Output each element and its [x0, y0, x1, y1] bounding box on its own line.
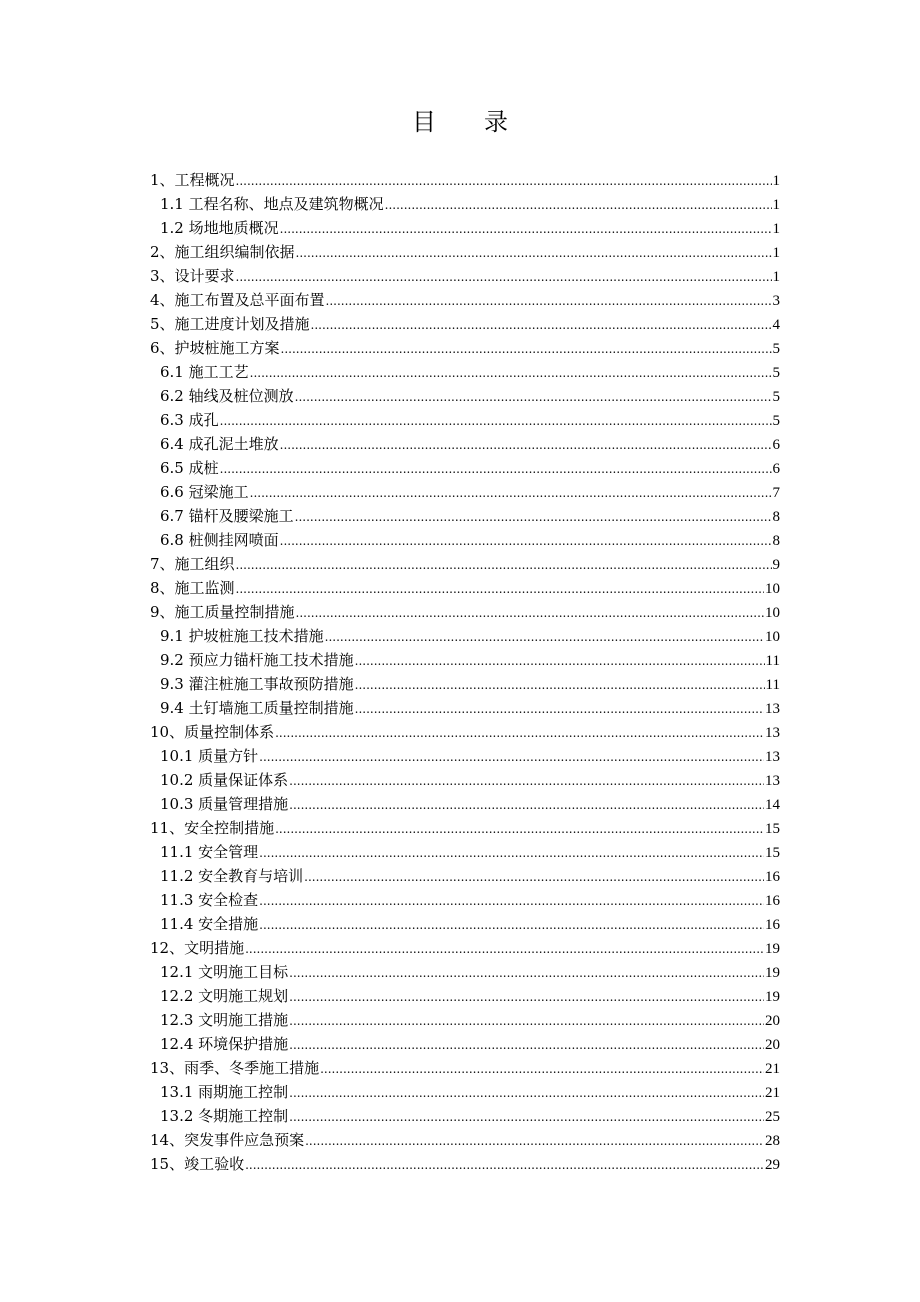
toc-entry[interactable] [150, 1008, 780, 1032]
toc-entry-page-number: 7 [772, 485, 780, 501]
toc-entry-label: 10.1 质量方针 [160, 747, 259, 765]
toc-dot-leader [355, 649, 765, 673]
toc-entry[interactable] [150, 984, 780, 1008]
toc-entry[interactable] [150, 312, 780, 336]
toc-entry-page-number: 10 [765, 629, 780, 645]
toc-entry-label: 13、雨季、冬季施工措施 [150, 1059, 320, 1077]
toc-entry-page-number: 13 [765, 725, 780, 741]
toc-entry[interactable] [150, 576, 780, 600]
toc-entry[interactable] [150, 792, 780, 816]
toc-dot-leader [281, 337, 772, 361]
toc-entry-label: 1.2 场地地质概况 [160, 219, 279, 237]
toc-entry[interactable] [150, 216, 780, 240]
toc-entry[interactable] [150, 552, 780, 576]
title-char-2: 录 [484, 108, 508, 136]
toc-entry-page-number: 20 [765, 1013, 780, 1029]
toc-entry[interactable] [150, 912, 780, 936]
toc-entry[interactable] [150, 1032, 780, 1056]
toc-entry-label: 8、施工监测 [150, 579, 235, 597]
table-of-contents [150, 168, 780, 1176]
toc-entry-page-number: 19 [765, 965, 780, 981]
toc-dot-leader [385, 193, 772, 217]
toc-entry-page-number: 15 [765, 845, 780, 861]
toc-entry[interactable] [150, 960, 780, 984]
toc-dot-leader [236, 169, 772, 193]
toc-dot-leader [275, 721, 764, 745]
toc-entry[interactable] [150, 624, 780, 648]
toc-entry-label: 6.3 成孔 [160, 411, 219, 429]
toc-entry[interactable] [150, 288, 780, 312]
toc-dot-leader [289, 1033, 764, 1057]
toc-entry[interactable] [150, 1128, 780, 1152]
toc-entry-label: 6.2 轴线及桩位测放 [160, 387, 294, 405]
toc-entry-label: 6、护坡桩施工方案 [150, 339, 280, 357]
toc-dot-leader [236, 577, 764, 601]
toc-entry-page-number: 1 [772, 245, 780, 261]
toc-entry-label: 6.7 锚杆及腰梁施工 [160, 507, 294, 525]
toc-entry[interactable] [150, 408, 780, 432]
toc-entry[interactable] [150, 192, 780, 216]
toc-dot-leader [305, 1129, 764, 1153]
toc-entry-page-number: 11 [765, 653, 780, 669]
toc-entry[interactable] [150, 744, 780, 768]
toc-dot-leader [355, 697, 764, 721]
toc-dot-leader [220, 457, 772, 481]
page-title [0, 104, 920, 140]
toc-entry-page-number: 5 [772, 341, 780, 357]
toc-dot-leader [250, 361, 772, 385]
toc-entry-page-number: 10 [765, 605, 780, 621]
toc-entry-label: 12.2 文明施工规划 [160, 987, 289, 1005]
toc-entry-label: 10.2 质量保证体系 [160, 771, 289, 789]
toc-dot-leader [296, 601, 764, 625]
toc-entry[interactable] [150, 1080, 780, 1104]
toc-entry-label: 12、文明措施 [150, 939, 245, 957]
toc-entry-page-number: 21 [765, 1061, 780, 1077]
toc-entry-page-number: 9 [772, 557, 780, 573]
toc-dot-leader [289, 1081, 764, 1105]
toc-entry-page-number: 1 [772, 221, 780, 237]
toc-entry[interactable] [150, 936, 780, 960]
toc-entry-label: 9、施工质量控制措施 [150, 603, 295, 621]
toc-entry[interactable] [150, 360, 780, 384]
toc-entry-label: 2、施工组织编制依据 [150, 243, 295, 261]
toc-entry[interactable] [150, 720, 780, 744]
toc-entry-label: 6.6 冠梁施工 [160, 483, 249, 501]
toc-entry-page-number: 13 [765, 749, 780, 765]
toc-entry[interactable] [150, 240, 780, 264]
toc-entry-label: 1、工程概况 [150, 171, 235, 189]
toc-entry-page-number: 5 [772, 365, 780, 381]
toc-dot-leader [280, 217, 772, 241]
toc-dot-leader [236, 265, 772, 289]
toc-entry-page-number: 8 [772, 509, 780, 525]
toc-dot-leader [295, 385, 772, 409]
toc-entry[interactable] [150, 888, 780, 912]
toc-entry[interactable] [150, 504, 780, 528]
toc-entry-page-number: 8 [772, 533, 780, 549]
toc-entry-label: 1.1 工程名称、地点及建筑物概况 [160, 195, 384, 213]
toc-entry[interactable] [150, 600, 780, 624]
toc-dot-leader [259, 913, 764, 937]
toc-entry-page-number: 16 [765, 893, 780, 909]
toc-entry[interactable] [150, 768, 780, 792]
toc-entry[interactable] [150, 456, 780, 480]
toc-entry-page-number: 6 [772, 461, 780, 477]
toc-entry-page-number: 16 [765, 869, 780, 885]
toc-entry-label: 14、突发事件应急预案 [150, 1131, 305, 1149]
toc-dot-leader [245, 1153, 764, 1177]
toc-entry-label: 13.2 冬期施工控制 [160, 1107, 289, 1125]
toc-dot-leader [236, 553, 772, 577]
toc-entry[interactable] [150, 480, 780, 504]
toc-entry-label: 6.8 桩侧挂网喷面 [160, 531, 279, 549]
toc-dot-leader [289, 769, 764, 793]
toc-entry-label: 10.3 质量管理措施 [160, 795, 289, 813]
toc-entry-page-number: 1 [772, 269, 780, 285]
toc-entry-label: 12.1 文明施工目标 [160, 963, 289, 981]
toc-entry-label: 9.2 预应力锚杆施工技术措施 [160, 651, 354, 669]
toc-entry-label: 9.1 护坡桩施工技术措施 [160, 627, 324, 645]
toc-dot-leader [289, 961, 764, 985]
toc-dot-leader [295, 505, 772, 529]
toc-dot-leader [355, 673, 765, 697]
toc-entry-label: 12.3 文明施工措施 [160, 1011, 289, 1029]
toc-entry[interactable] [150, 672, 780, 696]
toc-dot-leader [259, 841, 764, 865]
toc-entry-label: 11.2 安全教育与培训 [160, 867, 304, 885]
toc-entry[interactable] [150, 696, 780, 720]
toc-entry-label: 6.4 成孔泥土堆放 [160, 435, 279, 453]
toc-entry[interactable] [150, 816, 780, 840]
toc-entry[interactable] [150, 1152, 780, 1176]
toc-entry[interactable] [150, 384, 780, 408]
toc-entry-page-number: 14 [765, 797, 780, 813]
toc-dot-leader [275, 817, 764, 841]
toc-dot-leader [289, 985, 764, 1009]
toc-entry-label: 12.4 环境保护措施 [160, 1035, 289, 1053]
toc-entry-page-number: 5 [772, 389, 780, 405]
toc-dot-leader [325, 625, 764, 649]
toc-entry-label: 9.4 土钉墙施工质量控制措施 [160, 699, 354, 717]
toc-entry-page-number: 11 [765, 677, 780, 693]
toc-entry-label: 11.4 安全措施 [160, 915, 259, 933]
toc-entry[interactable] [150, 528, 780, 552]
toc-dot-leader [245, 937, 764, 961]
toc-dot-leader [304, 865, 764, 889]
toc-entry-label: 3、设计要求 [150, 267, 235, 285]
toc-dot-leader [289, 1009, 764, 1033]
toc-entry-label: 13.1 雨期施工控制 [160, 1083, 289, 1101]
toc-entry-page-number: 28 [765, 1133, 780, 1149]
toc-dot-leader [259, 889, 764, 913]
toc-entry-page-number: 29 [765, 1157, 780, 1173]
toc-dot-leader [259, 745, 764, 769]
toc-dot-leader [320, 1057, 764, 1081]
toc-dot-leader [250, 481, 772, 505]
toc-dot-leader [289, 793, 764, 817]
toc-entry-page-number: 4 [772, 317, 780, 333]
toc-entry-page-number: 21 [765, 1085, 780, 1101]
toc-entry[interactable] [150, 432, 780, 456]
toc-entry-label: 4、施工布置及总平面布置 [150, 291, 325, 309]
toc-entry-label: 6.1 施工工艺 [160, 363, 249, 381]
toc-entry[interactable] [150, 336, 780, 360]
toc-entry-page-number: 3 [772, 293, 780, 309]
toc-entry-page-number: 13 [765, 773, 780, 789]
toc-entry-page-number: 25 [765, 1109, 780, 1125]
toc-entry[interactable] [150, 648, 780, 672]
toc-entry-label: 10、质量控制体系 [150, 723, 275, 741]
toc-dot-leader [280, 433, 772, 457]
toc-entry-page-number: 1 [772, 173, 780, 189]
toc-entry[interactable] [150, 840, 780, 864]
toc-entry-label: 6.5 成桩 [160, 459, 219, 477]
toc-dot-leader [220, 409, 772, 433]
toc-entry-page-number: 13 [765, 701, 780, 717]
toc-dot-leader [289, 1105, 764, 1129]
toc-entry-page-number: 5 [772, 413, 780, 429]
toc-entry-page-number: 15 [765, 821, 780, 837]
toc-entry[interactable] [150, 264, 780, 288]
toc-entry-page-number: 19 [765, 941, 780, 957]
toc-entry-label: 11.1 安全管理 [160, 843, 259, 861]
toc-entry-label: 9.3 灌注桩施工事故预防措施 [160, 675, 354, 693]
toc-dot-leader [311, 313, 772, 337]
toc-dot-leader [296, 241, 772, 265]
toc-entry-page-number: 10 [765, 581, 780, 597]
toc-entry[interactable] [150, 864, 780, 888]
toc-entry[interactable] [150, 168, 780, 192]
toc-entry[interactable] [150, 1056, 780, 1080]
toc-entry-page-number: 20 [765, 1037, 780, 1053]
toc-dot-leader [280, 529, 772, 553]
toc-entry-label: 11、安全控制措施 [150, 819, 275, 837]
toc-entry-page-number: 16 [765, 917, 780, 933]
toc-entry-label: 5、施工进度计划及措施 [150, 315, 310, 333]
toc-dot-leader [326, 289, 772, 313]
toc-entry-label: 7、施工组织 [150, 555, 235, 573]
toc-entry-page-number: 19 [765, 989, 780, 1005]
toc-entry-label: 11.3 安全检查 [160, 891, 259, 909]
title-char-1: 目 [412, 108, 436, 136]
toc-entry-page-number: 6 [772, 437, 780, 453]
toc-entry-page-number: 1 [772, 197, 780, 213]
toc-entry-label: 15、竣工验收 [150, 1155, 245, 1173]
toc-entry[interactable] [150, 1104, 780, 1128]
